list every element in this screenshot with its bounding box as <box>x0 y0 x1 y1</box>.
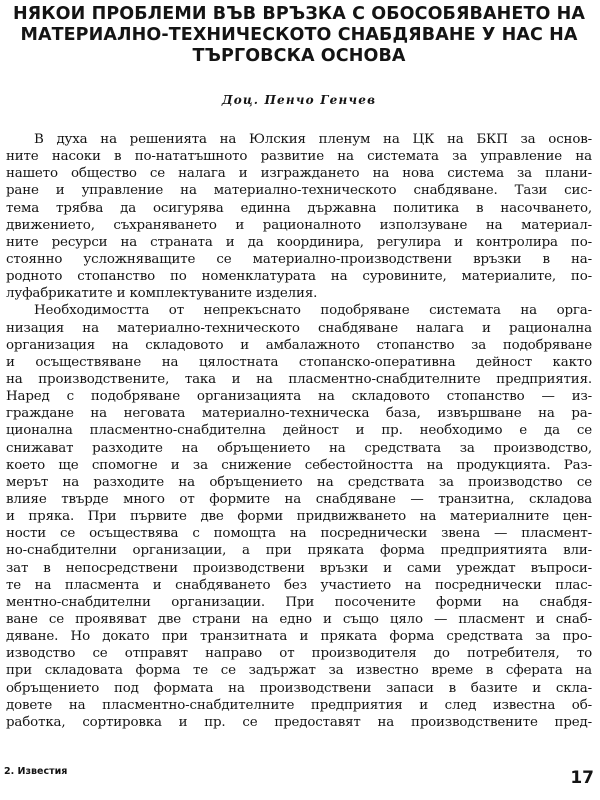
text-line: но-снабдителни организации, а при пряката форма предприятията вли- <box>6 543 592 559</box>
text-line: дяване. Но докато при транзитната и пряката форма средствата за про- <box>6 629 592 645</box>
text-line: ране и управление на материално-техническото снабдяване. Тази сис- <box>6 183 592 199</box>
paragraph-1 <box>6 131 592 302</box>
text-line: снижават разходите на обръщението на средствата за производство, <box>6 440 592 456</box>
page-number: 17 <box>570 768 594 788</box>
text-line: родното стопанство по номенклатурата на суровините, материалите, по- <box>6 269 592 285</box>
text-line: ните ресурси на страната и да координира, регулира и контролира по- <box>6 234 592 250</box>
text-line: ментно-снабдителни организации. При посочените форми на снабдя- <box>6 594 592 610</box>
title-line: МАТЕРИАЛНО-ТЕХНИЧЕСКОТО СНАБДЯВАНЕ У НАС НА <box>20 25 578 45</box>
title-line: НЯКОИ ПРОБЛЕМИ ВЪВ ВРЪЗКА С ОБОСОБЯВАНЕТО НА <box>12 4 586 24</box>
text-line: довете на пласментно-снабдителните предприятия и след известна об- <box>6 697 592 713</box>
text-line: В духа на решенията на Юлския пленум на ЦК на БКП за основ- <box>34 132 592 147</box>
text-line: ните насоки в по-нататъшното развитие на системата за управление на <box>6 149 592 165</box>
page-footer <box>4 766 594 796</box>
article-body <box>6 131 592 731</box>
article-author: Доц. Пенчо Генчев <box>221 93 377 107</box>
text-line: ционална пласментно-снабдителна дейност и пр. необходимо е да се <box>6 423 592 439</box>
text-line: Наред с подобряване организацията на складовото стопанство — из- <box>6 389 592 405</box>
text-line: и осъществяване на цялостната стопанско-оперативна дейност както <box>6 354 592 370</box>
text-line: организация на складовото и амбалажното стопанство за подобряване <box>6 337 592 353</box>
text-line: луфабрикатите и комплектуваните изделия. <box>6 286 318 302</box>
text-line: изводство се отправят направо от производителя до потребителя, то <box>6 646 592 662</box>
paragraph-2 <box>6 302 592 731</box>
article-title <box>6 4 592 67</box>
text-line: низация на материално-техническото снабдяване налага и рационална <box>6 320 592 336</box>
text-line: влияе твърде много от формите на снабдяване — транзитна, складова <box>6 491 592 507</box>
text-line: тема трябва да осигурява единна държавна политика в насочването, <box>6 200 592 216</box>
text-line: и пряка. При първите две форми придвижването на материалните цен- <box>6 509 592 525</box>
journal-signature: 2. Известия <box>4 766 68 777</box>
text-line: работка, сортировка и пр. се предоставят на производствените пред- <box>6 714 592 730</box>
text-line: при складовата форма те се задържат за известно време в сферата на <box>6 663 592 679</box>
text-line: обръщението под формата на производствени запаси в базите и скла- <box>6 680 592 696</box>
text-line: движението, съхраняването и рационалното използуване на материал- <box>6 217 592 233</box>
text-line: зат в непосредствени производствени връзки и сами уреждат въпроси- <box>6 560 592 576</box>
text-line: стоянно усложняващите се материално-производствени връзки в на- <box>6 251 592 267</box>
text-line: ване се проявяват две страни на едно и също цяло — пласмент и снаб- <box>6 611 592 627</box>
text-line: ности се осъществява с помощта на посреднически звена — пласмент- <box>6 526 592 542</box>
text-line: нашето общество се налага и изграждането на нова система за плани- <box>6 166 592 182</box>
text-line: граждане на неговата материално-техническа база, извършване на ра- <box>6 406 592 422</box>
text-line: което ще спомогне и за снижение себестойността на продукцията. Раз- <box>6 457 592 473</box>
text-line: Необходимостта от непрекъснато подобряване системата на орга- <box>34 303 592 319</box>
text-line: мерът на разходите на обръщението на средствата за производство се <box>6 474 592 490</box>
title-line: ТЪРГОВСКА ОСНОВА <box>192 46 406 66</box>
text-line: те на пласмента и снабдяването без участието на посреднически плас- <box>6 577 592 593</box>
text-line: на производствените, така и на пласментно-снабдителните предприятия. <box>6 371 592 387</box>
